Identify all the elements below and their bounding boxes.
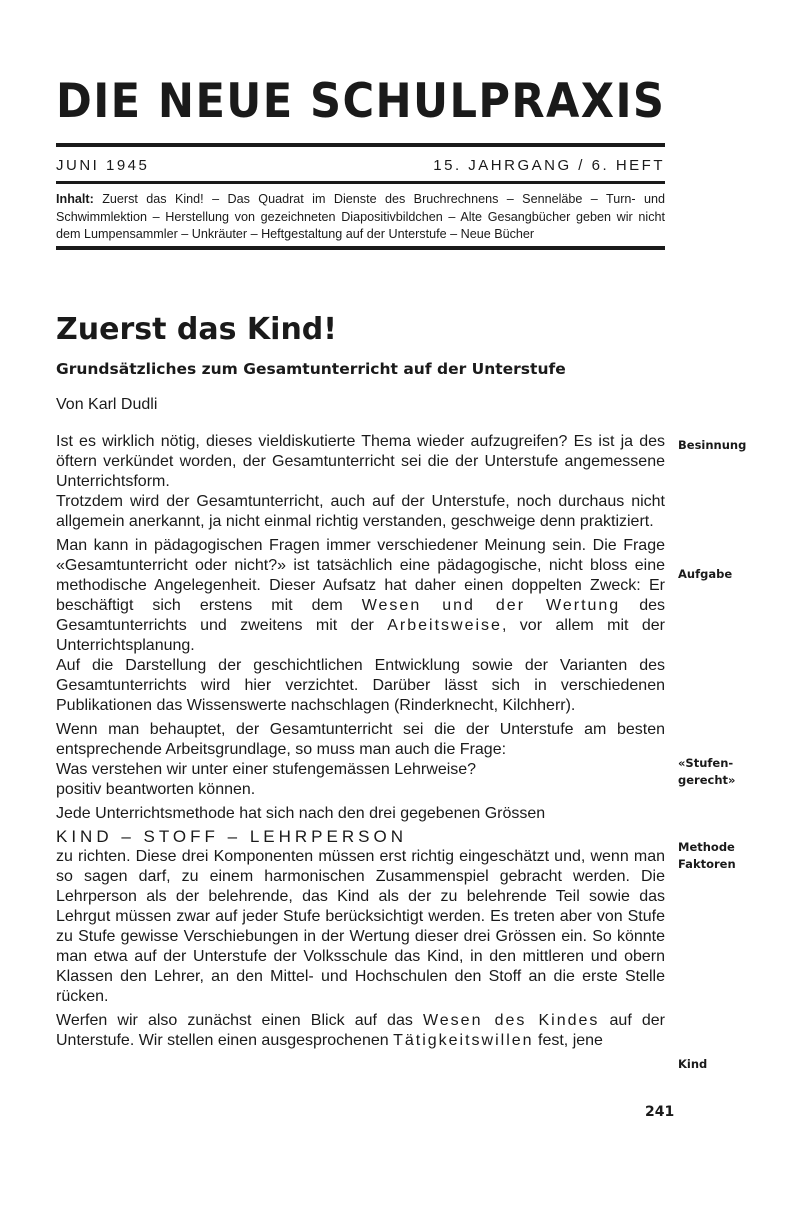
paragraph: Trotzdem wird der Gesamtunterricht, auch auf der Unterstufe, noch durchaus nicht allgemein anerkannt, ja nicht einmal richtig verstanden, geschweige denn praktiziert.	[56, 493, 665, 530]
factors-line: KIND – STOFF – LEHRPERSON	[56, 827, 407, 846]
margin-note	[678, 1056, 778, 1073]
issue-date: JUNI 1945	[56, 157, 150, 174]
page-number: 241	[645, 1104, 675, 1120]
margin-note	[678, 839, 778, 873]
emphasis: Arbeitsweise	[387, 617, 502, 634]
margin-note	[678, 755, 778, 789]
paragraph: Wenn man behauptet, der Gesamtunterricht sei die der Unterstufe am besten entsprechende Arbeitsgrundlage, so muss man auch die Frage:	[56, 721, 665, 758]
contents-label: Inhalt:	[56, 192, 94, 206]
article-body	[56, 432, 665, 1055]
emphasis: Tätigkeitswillen	[393, 1032, 534, 1049]
margin-note-text: Aufgabe	[678, 567, 733, 581]
paragraph: Ist es wirklich nötig, dieses vieldiskutierte Thema wieder aufzugreifen? Es ist ja des öftern verkündet worden, der Gesamtunterricht sei die der Unterstufe angemessene Unterrichtsform.	[56, 433, 665, 490]
margin-note-text: Besinnung	[678, 438, 747, 452]
table-of-contents	[56, 191, 665, 244]
margin-note-text: Kind	[678, 1057, 708, 1071]
paragraph: positiv beantworten können.	[56, 781, 256, 798]
contents-rule-bottom	[56, 246, 665, 250]
issue-number: 15. JAHRGANG / 6. HEFT	[433, 157, 665, 174]
text: Man kann in pädagogischen Fragen immer verschiedener Meinung sein. Die Frage «Gesamtunterricht oder nicht?» ist tatsächlich eine pädagogische, nicht bloss eine methodische Angelegenheit. Dieser Aufsatz hat daher einen doppelten Zweck: Er beschäftigt sich erstens mit dem	[56, 537, 665, 614]
paragraph: Jede Unterrichtsmethode hat sich nach den drei gegebenen Grössen	[56, 805, 546, 822]
text: auf der Unterstufe. Wir stellen einen ausgesprochenen	[56, 1012, 665, 1049]
article-byline: Von Karl Dudli	[56, 396, 158, 413]
text: , vor allem mit der Unterrichtsplanung.	[56, 617, 665, 654]
journal-title: DIE NEUE SCHULPRAXIS	[56, 74, 666, 129]
emphasis: Wesen des Kindes	[422, 1012, 600, 1029]
paragraph	[56, 1011, 665, 1051]
masthead-rule-mid	[56, 181, 665, 184]
masthead-rule-top	[56, 143, 665, 147]
article-subtitle: Grundsätzliches zum Gesamtunterricht auf der Unterstufe	[56, 360, 566, 378]
article-title: Zuerst das Kind!	[56, 312, 337, 347]
paragraph: Auf die Darstellung der geschichtlichen Entwicklung sowie der Varianten des Gesamtunterrichts wird hier verzichtet. Darüber lässt sich in verschiedenen Publikationen das Wissenswerte nachschlagen (Rinderknecht, Kilchherr).	[56, 657, 665, 714]
margin-note	[678, 566, 778, 583]
paragraph	[56, 536, 665, 656]
emphasis: Wesen und der Wertung	[361, 597, 621, 614]
contents-text: Zuerst das Kind! – Das Quadrat im Dienste des Bruchrechnens – Senneläbe – Turn- und Schwimmlektion – Herstellung von gezeichneten Diapositivbildchen – Alte Gesangbücher geben wir nicht dem Lumpensammler – Unkräuter – Heftgestaltung auf der Unterstufe – Neue Bücher	[56, 192, 666, 241]
margin-note-text: Methode	[678, 840, 735, 854]
paragraph: zu richten. Diese drei Komponenten müssen erst richtig eingeschätzt und, wenn man so sagen darf, zu einem harmonischen Zusammenspiel gebracht werden. Die Lehrperson als der belehrende, das Kind als der zu belehrende Teil sowie das Lehrgut müssen zwar auf jeder Stufe berücksichtigt werden. Es treten aber von Stufe zu Stufe gewisse Verschiebungen in der Wertung dieser drei Grössen ein. So könnte man etwa auf der Unterstufe der Volksschule das Kind, in den mittleren und obern Klassen den Lehrer, an den Mittel- und Hochschulen den Stoff an die erste Stelle rücken.	[56, 848, 665, 1005]
paragraph: Was verstehen wir unter einer stufengemässen Lehrweise?	[56, 761, 477, 778]
text: des Gesamtunterrichts und zweitens mit der	[56, 597, 665, 634]
text: Werfen wir also zunächst einen Blick auf das	[56, 1012, 423, 1029]
text: fest, jene	[533, 1032, 603, 1049]
margin-note-text: gerecht»	[678, 773, 736, 787]
margin-note-text: «Stufen-	[678, 756, 734, 770]
margin-note	[678, 437, 778, 454]
margin-note-text: Faktoren	[678, 857, 736, 871]
